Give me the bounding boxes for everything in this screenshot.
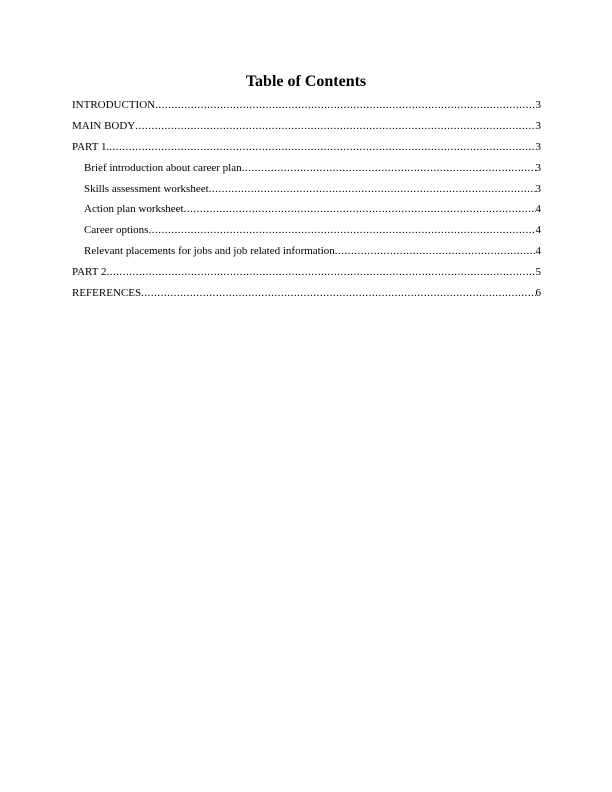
toc-entry-part-2[interactable] [72,265,541,286]
toc-dot-leader [155,98,535,112]
toc-entry-references[interactable] [72,286,541,307]
toc-entry-part-1[interactable] [72,140,541,161]
toc-page-number: 4 [535,203,541,216]
toc-entry-career-options[interactable] [72,223,541,244]
toc-dot-leader [184,202,536,216]
toc-dot-leader [109,140,535,154]
toc-dot-leader [242,161,536,175]
toc-page-number: 4 [535,224,541,237]
toc-entry-label: Brief introduction about career plan [84,161,242,174]
table-of-contents [72,98,541,307]
toc-page-number: 3 [535,99,541,111]
toc-entry-label: INTRODUCTION [72,99,156,111]
toc-page-number: 4 [535,245,541,258]
toc-entry-brief-introduction[interactable] [72,161,541,182]
toc-page-number: 3 [535,182,541,195]
toc-entry-action-plan[interactable] [72,202,541,223]
toc-entry-label: Relevant placements for jobs and job related information [84,245,335,258]
toc-page-number: 6 [535,287,541,300]
page-title: Table of Contents [245,73,367,90]
toc-dot-leader [209,182,536,196]
toc-dot-leader [141,286,535,300]
toc-page-number: 3 [535,140,541,153]
toc-entry-label: PART 1. [72,140,110,153]
toc-page-number: 3 [535,119,541,132]
toc-entry-main-body[interactable] [72,119,541,140]
toc-dot-leader [107,265,536,279]
toc-page-number: 3 [535,161,541,174]
toc-entry-label: Career options [84,224,149,237]
toc-entry-label: Skills assessment worksheet [84,182,209,195]
toc-dot-leader [335,244,536,258]
toc-page-number: 5 [535,266,541,279]
toc-dot-leader [135,119,535,133]
toc-entry-introduction[interactable] [72,98,541,119]
toc-entry-label: PART 2 [72,266,107,279]
toc-entry-label: MAIN BODY [72,119,136,132]
toc-entry-skills-assessment[interactable] [72,182,541,203]
toc-entry-relevant-placements[interactable] [72,244,541,265]
toc-entry-label: Action plan worksheet [84,203,184,216]
toc-dot-leader [148,223,535,237]
toc-entry-label: REFERENCES [72,287,142,300]
